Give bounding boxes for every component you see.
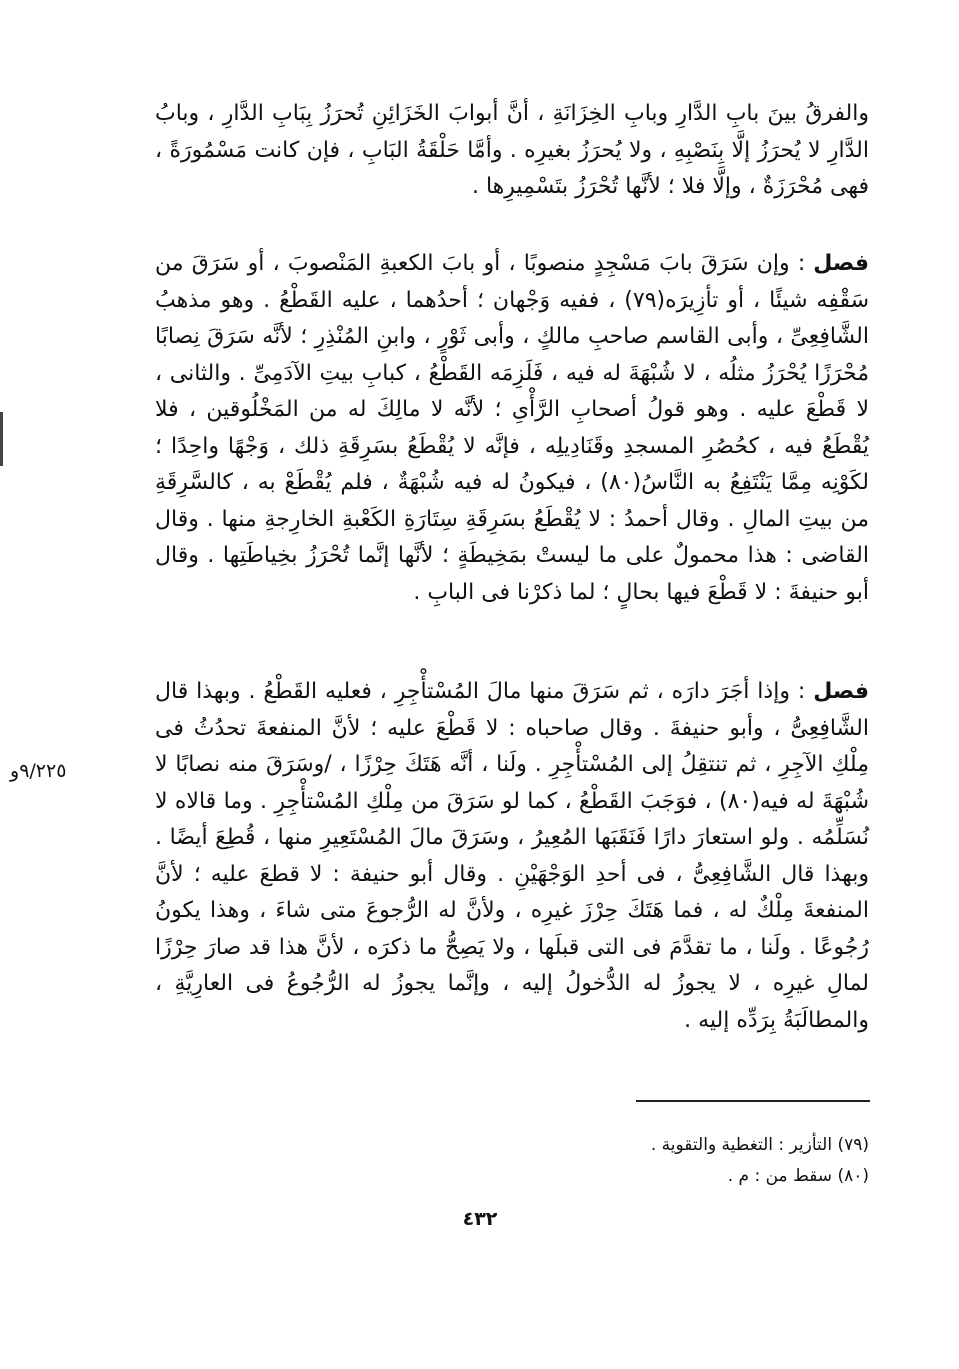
paragraph-1 [155, 96, 869, 206]
paragraph-1-text: والفرقُ بينَ بابِ الدَّارِ وبابِ الخِزَانَةِ ، أنَّ أبوابَ الخَزَائِنِ تُحرَزُ بِبَابِ الدَّارِ ، وبابُ الدَّارِ لا يُحرَزُ إلَّا بِنَصْبِهِ ، ولا يُحرَزُ بغيرِه . وأمَّا حَلْقَةُ البَابِ ، فإن كانت مَسْمُورَةً ، فهى مُحْرَزَةٌ ، وإلَّا فلا ؛ لأنَّها تُحْرَزُ بتَسْمِيرِها . [155, 101, 869, 199]
section-heading: فصل [813, 251, 869, 276]
footnote-79: (٧٩) التأزير : التغطية والتقوية . [650, 1135, 869, 1155]
paragraph-2 [155, 246, 869, 611]
section-heading: فصل [813, 679, 869, 704]
scan-edge-mark [0, 412, 3, 466]
footnotes [500, 1130, 869, 1192]
manuscript-folio-note: ٩/٢٢٥و [10, 760, 67, 782]
paragraph-3-text: : وإذا أجَرَ دارَه ، ثم سَرَقَ منها مالَ المُسْتأْجِرِ ، فعليه القَطْعُ . وبهذا قال الشَّافِعِىُّ ، وأبو حنيفةَ . وقال صاحباه : لا قَطْعَ عليه ؛ لأنَّ المنفعةَ تحدُثُ فى مِلْكِ الآجِرِ ، ثم تنتقِلُ إلى المُسْتأْجِرِ . ولَنا ، أنَّه هَتَكَ حِرْزًا ، /وسَرَقَ منه نصابًا لا شُبْهَةَ له فيه(٨٠) ، فوَجَبَ القَطْعُ ، كما لو سَرَقَ من مِلْكِ المُسْتأْجِرِ . وما قالاه لا نُسَلِّمُه . ولو استعارَ دارًا فَنَقَبَها المُعِيرُ ، وسَرَقَ مالَ المُسْتَعِيرِ منها ، قُطِعَ أيضًا . وبهذا قال الشَّافِعِىُّ ، فى أحدِ الوَجْهَيْنِ . وقال أبو حنيفة : لا قطعَ عليه ؛ لأنَّ المنفعةَ مِلْكٌ له ، فما هَتَكَ حِرْزَ غيرِه ، ولأنَّ له الرُّجوعَ متى شاءَ ، وهذا يكونُ رُجُوعًا . ولَنا ، ما تقدَّمَ فى التى قبلَها ، ولا يَصِحُّ ما ذكرَه ، لأنَّ هذا قد صارَ حِرْزًا لمالِ غيرِه ، لا يجوزُ له الدُّخولُ إليه ، وإنَّما يجوزُ له الرُّجُوعُ فى العارِيَّةِ ، والمطالَبَةُ بِرَدِّه إليه . [155, 679, 869, 1033]
footnote-80: (٨٠) سقط من : م . [727, 1166, 869, 1186]
page-number: ٤٣٢ [462, 1208, 498, 1230]
footnote-separator [636, 1100, 870, 1102]
paragraph-2-text: : وإن سَرَقَ بابَ مَسْجِدٍ منصوبًا ، أو بابَ الكعبةِ المَنْصوبَ ، أو سَرَقَ من سَقْفِه شيئًا ، أو تأزِيرَه(٧٩) ، ففيه وَجْهان ؛ أحدُهما ، عليه القَطْعُ . وهو مذهبُ الشَّافِعِىِّ ، وأبى القاسم صاحبِ مالكٍ ، وأبى ثَوْرٍ ، وابنِ المُنْذِرِ ؛ لأنَّه سَرَقَ نِصابًا مُحْرَزًا يُحْرَزُ مثلُه ، لا شُبْهَةَ له فيه ، فَلَزِمَه القَطْعُ ، كبابِ بيتِ الآدَمِىِّ . والثانى ، لا قَطْعَ عليه . وهو قولُ أصحابِ الرَّأْىِ ؛ لأنَّه لا مالِكَ له من المَخْلُوقين ، فلا يُقْطَعُ فيه ، كحُصُرِ المسجدِ وقَنَادِيلِه ، فإنَّه لا يُقْطَعُ بسَرِقَةِ ذلك ، وَجْهًا واحِدًا ؛ لكَوْنِه مِمَّا يَنْتَفِعُ به النَّاسُ(٨٠) ، فيكونُ له فيه شُبْهَةٌ ، فلم يُقْطَعْ به ، كالسَّرِقَةِ من بيتِ المالِ . وقال أحمدُ : لا يُقْطَعُ بسَرِقَةِ سِتَارَةِ الكَعْبةِ الخارِجةِ منها . وقال القاضى : هذا محمولٌ على ما ليستْ بمَخِيطَةٍ ؛ لأنَّها إنَّما تُحْرَزُ بخِياطَتِها . وقال أبو حنيفةَ : لا قَطْعَ فيها بحالٍ ؛ لما ذكرْنا فى البابِ . [155, 251, 870, 605]
paragraph-3 [155, 674, 869, 1039]
